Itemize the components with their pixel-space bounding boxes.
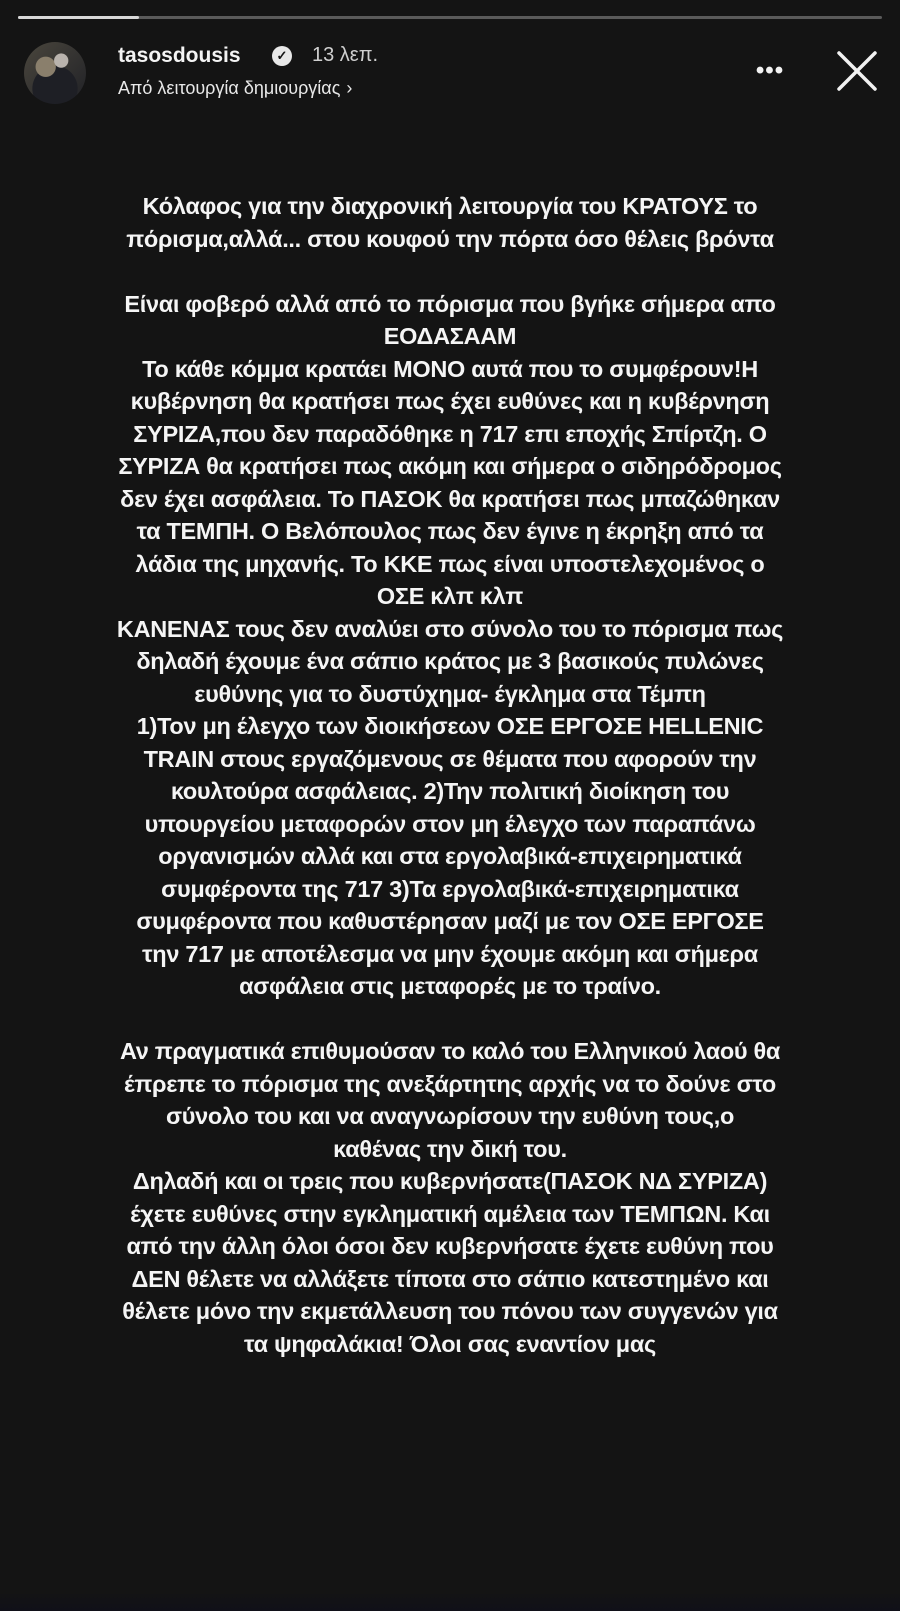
text-line: Είναι φοβερό αλλά από το πόρισμα που βγήκε σήμερα απο <box>124 290 776 317</box>
paragraph-gap <box>30 1003 870 1036</box>
post-time: 13 λεπ. <box>312 44 379 66</box>
story-progress-fill <box>18 16 139 19</box>
avatar[interactable] <box>24 42 86 104</box>
text-line: σύνολο του και να αναγνωρίσουν την ευθύνη τους,ο <box>165 1103 735 1129</box>
bottom-edge <box>0 1591 900 1611</box>
text-line: ΔΕΝ θέλετε να αλλάξετε τίποτα στο σάπιο κατεστημένο και <box>131 1265 769 1292</box>
text-line: έχετε ευθύνες στην εγκληματική αμέλεια των ΤΕΜΠΩΝ. Και <box>130 1200 770 1227</box>
text-line: πόρισμα,αλλά... στου κουφού την πόρτα όσο θέλεις βρόντα <box>126 225 774 252</box>
text-line: τα ΤΕΜΠΗ. Ο Βελόπουλος πως δεν έγινε η έκρηξη από τα <box>136 518 764 544</box>
text-line: έπρεπε το πόρισμα της ανεξάρτητης αρχής να το δούνε στο <box>124 1070 776 1097</box>
text-line: TRAIN στους εργαζόμενους σε θέματα που αφορούν την <box>143 745 757 772</box>
text-line: ασφάλεια στις μεταφορές με το τραίνο. <box>239 973 661 999</box>
close-icon <box>834 48 880 94</box>
text-line: δεν έχει ασφάλεια. Το ΠΑΣΟΚ θα κρατήσει πως μπαζώθηκαν <box>120 485 780 512</box>
text-line: υπουργείου μεταφορών στον μη έλεγχο των παραπάνω <box>144 810 756 837</box>
more-options-button[interactable]: ••• <box>755 57 785 84</box>
text-line: από την άλλη όλοι όσοι δεν κυβερνήσατε έχετε ευθύνη που <box>126 1233 774 1259</box>
story-text <box>30 190 870 1360</box>
story-progress-bar <box>18 16 882 19</box>
text-line: ΕΟΔΑΣΑΑΜ <box>383 323 517 349</box>
text-line: ΣΥΡΙΖΑ,που δεν παραδόθηκε η 717 επι εποχής Σπίρτζη. Ο <box>133 420 767 447</box>
paragraph-gap <box>30 255 870 288</box>
text-line: συμφέροντα της 717 3)Τα εργολαβικά-επιχειρηματικα <box>161 875 739 902</box>
subtitle-label: Από λειτουργία δημιουργίας <box>118 78 341 98</box>
text-line: οργανισμών αλλά και στα εργολαβικά-επιχειρηματικά <box>158 843 742 869</box>
text-line: κουλτούρα ασφάλειας. 2)Την πολιτική διοίκηση του <box>170 778 730 804</box>
text-line: 1)Τον μη έλεγχο των διοικήσεων ΟΣΕ ΕΡΓΟΣΕ HELLENIC <box>136 713 764 739</box>
text-line: καθένας την δική του. <box>333 1135 567 1162</box>
created-with-link[interactable] <box>118 78 352 99</box>
text-line: Αν πραγματικά επιθυμούσαν το καλό του Ελληνικού λαού θα <box>119 1038 781 1064</box>
story-header <box>0 36 900 110</box>
text-line: Το κάθε κόμμα κρατάει ΜΟΝΟ αυτά που το συμφέρουν!Η <box>142 355 758 382</box>
chevron-right-icon: › <box>346 78 353 98</box>
text-line: κυβέρνηση θα κρατήσει πως έχει ευθύνες και η κυβέρνηση <box>130 388 770 414</box>
text-line: ευθύνης για το δυστύχημα- έγκλημα στα Τέμπη <box>194 680 706 707</box>
text-line: τα ψηφαλάκια! Όλοι σας εναντίον μας <box>244 1330 656 1357</box>
text-line: Δηλαδή και οι τρεις που κυβερνήσατε(ΠΑΣΟΚ ΝΔ ΣΥΡΙΖΑ) <box>132 1168 768 1194</box>
text-line: ΣΥΡΙΖΑ θα κρατήσει πως ακόμη και σήμερα ο σιδηρόδρομος <box>118 453 782 479</box>
text-line: λάδια της μηχανής. Το ΚΚΕ πως είναι υποστελεχομένος ο <box>135 550 765 577</box>
verified-badge-icon: ✓ <box>272 46 292 66</box>
text-line: ΟΣΕ κλπ κλπ <box>376 583 524 609</box>
close-button[interactable] <box>834 48 880 94</box>
text-line: συμφέροντα που καθυστέρησαν μαζί με τον ΟΣΕ ΕΡΓΟΣΕ <box>136 908 764 934</box>
username[interactable]: tasosdousis <box>118 44 241 67</box>
text-line: δηλαδή έχουμε ένα σάπιο κράτος με 3 βασικούς πυλώνες <box>136 648 764 674</box>
text-line: Κόλαφος για την διαχρονική λειτουργία του ΚΡΑΤΟΥΣ το <box>142 193 758 219</box>
text-line: ΚΑΝΕΝΑΣ τους δεν αναλύει στο σύνολο του το πόρισμα πως <box>116 615 784 642</box>
text-line: θέλετε μόνο την εκμετάλλευση του πόνου των συγγενών για <box>122 1298 778 1324</box>
text-line: την 717 με αποτέλεσμα να μην έχουμε ακόμη και σήμερα <box>142 940 758 967</box>
